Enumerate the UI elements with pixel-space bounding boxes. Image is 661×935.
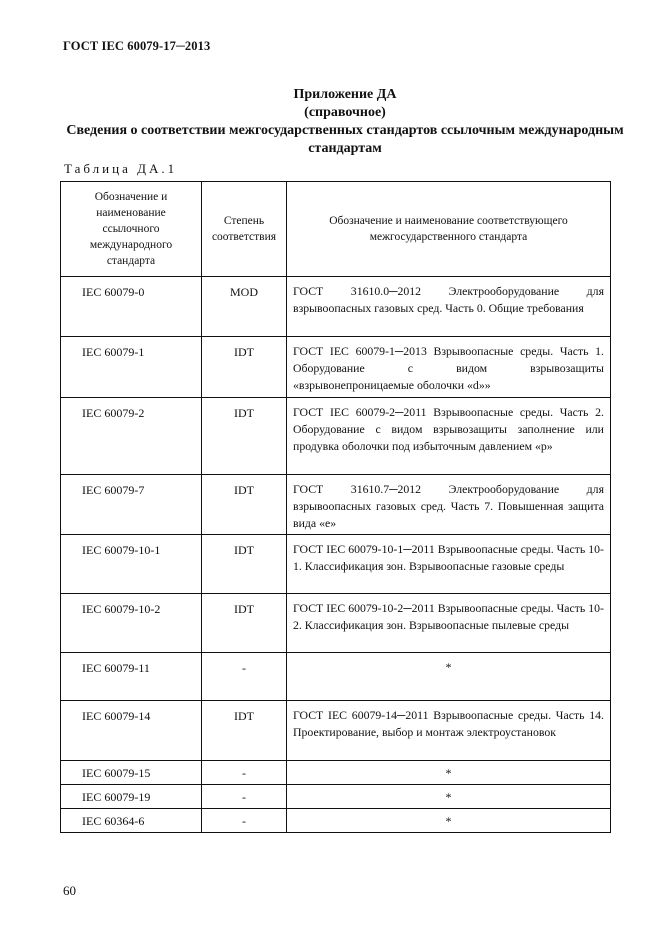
cell-national: ГОСТ IEC 60079-2─2011 Взрывоопасные среды. Часть 2. Оборудование с видом взрывозащиты заполнение или продувка оболочки под избыточным давлением «р» bbox=[287, 397, 611, 474]
appendix-heading: Сведения о соответствии межгосударственных стандартов ссылочным международным стандартам bbox=[66, 123, 624, 156]
cell-national: ГОСТ IEC 60079-10-2─2011 Взрывоопасные среды. Часть 10-2. Классификация зон. Взрывоопасные пылевые среды bbox=[287, 594, 611, 653]
table-row bbox=[61, 397, 611, 474]
cell-degree: IDT bbox=[202, 474, 287, 535]
table-row bbox=[61, 785, 611, 809]
cell-degree: IDT bbox=[202, 397, 287, 474]
appendix-titles bbox=[60, 86, 630, 158]
cell-reference: IEC 60364-6 bbox=[61, 809, 202, 833]
cell-reference: IEC 60079-15 bbox=[61, 761, 202, 785]
appendix-title: Приложение ДА bbox=[293, 87, 397, 102]
cell-national: ГОСТ 31610.0─2012 Электрооборудование для взрывоопасных газовых сред. Часть 0. Общие требования bbox=[287, 277, 611, 337]
cell-degree: IDT bbox=[202, 535, 287, 594]
table-row bbox=[61, 277, 611, 337]
cell-degree: - bbox=[202, 761, 287, 785]
cell-degree: IDT bbox=[202, 337, 287, 398]
cell-degree: IDT bbox=[202, 701, 287, 761]
table-row bbox=[61, 809, 611, 833]
cell-reference: IEC 60079-10-2 bbox=[61, 594, 202, 653]
column-header-national: Обозначение и наименование соответствующего межгосударственного стандарта bbox=[287, 182, 611, 277]
cell-reference: IEC 60079-7 bbox=[61, 474, 202, 535]
table-row bbox=[61, 653, 611, 701]
cell-reference: IEC 60079-1 bbox=[61, 337, 202, 398]
cell-national: * bbox=[287, 809, 611, 833]
cell-degree: IDT bbox=[202, 594, 287, 653]
table-row bbox=[61, 594, 611, 653]
cell-national: * bbox=[287, 785, 611, 809]
table-caption: Таблица ДА.1 bbox=[64, 161, 178, 176]
cell-national: ГОСТ IEC 60079-14─2011 Взрывоопасные среды. Часть 14. Проектирование, выбор и монтаж электроустановок bbox=[287, 701, 611, 761]
table-row bbox=[61, 474, 611, 535]
cell-reference: IEC 60079-14 bbox=[61, 701, 202, 761]
column-header-reference: Обозначение и наименование ссылочного международного стандарта bbox=[61, 182, 202, 277]
correspondence-table bbox=[60, 181, 611, 833]
column-header-degree: Степень соответствия bbox=[202, 182, 287, 277]
cell-reference: IEC 60079-10-1 bbox=[61, 535, 202, 594]
page-number: 60 bbox=[63, 883, 76, 898]
table-row bbox=[61, 761, 611, 785]
cell-degree: - bbox=[202, 809, 287, 833]
cell-reference: IEC 60079-0 bbox=[61, 277, 202, 337]
cell-national: * bbox=[287, 761, 611, 785]
table-row bbox=[61, 701, 611, 761]
cell-reference: IEC 60079-2 bbox=[61, 397, 202, 474]
cell-degree: - bbox=[202, 653, 287, 701]
appendix-subtitle: (справочное) bbox=[304, 105, 386, 120]
table-row bbox=[61, 535, 611, 594]
table-header-row bbox=[61, 182, 611, 277]
cell-degree: - bbox=[202, 785, 287, 809]
cell-reference: IEC 60079-19 bbox=[61, 785, 202, 809]
cell-degree: MOD bbox=[202, 277, 287, 337]
document-code: ГОСТ IEC 60079-17─2013 bbox=[63, 39, 211, 53]
cell-national: ГОСТ IEC 60079-1─2013 Взрывоопасные среды. Часть 1. Оборудование с видом взрывозащиты «взрывонепроницаемые оболочки «d»» bbox=[287, 337, 611, 398]
cell-national: ГОСТ IEC 60079-10-1─2011 Взрывоопасные среды. Часть 10-1. Классификация зон. Взрывоопасные газовые среды bbox=[287, 535, 611, 594]
table-row bbox=[61, 337, 611, 398]
cell-reference: IEC 60079-11 bbox=[61, 653, 202, 701]
cell-national: ГОСТ 31610.7─2012 Электрооборудование для взрывоопасных газовых сред. Часть 7. Повышенная защита вида «е» bbox=[287, 474, 611, 535]
cell-national: * bbox=[287, 653, 611, 701]
